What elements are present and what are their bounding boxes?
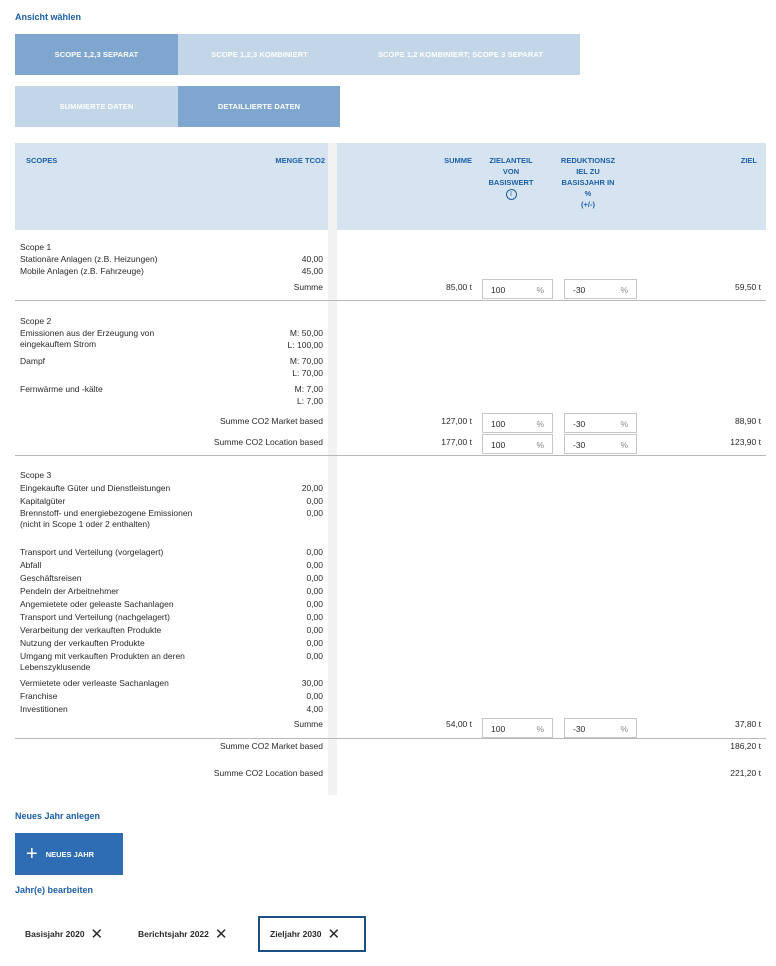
scope3-row-value: 0,00 bbox=[306, 586, 323, 596]
view-select-heading: Ansicht wählen bbox=[15, 12, 82, 22]
header-ziel: ZIEL bbox=[740, 156, 757, 165]
header-zielanteil: ZIELANTEIL VON BASISWERT I bbox=[488, 156, 534, 198]
scope2-location-ziel: 123,90 t bbox=[730, 437, 761, 447]
scope1-reduktion-input[interactable]: -30 % bbox=[564, 279, 637, 299]
scope3-row-value: 0,00 bbox=[306, 547, 323, 557]
scope3-row-label: Abfall bbox=[20, 560, 42, 570]
divider bbox=[15, 455, 766, 456]
scope1-row-value: 45,00 bbox=[301, 266, 323, 276]
chip-basisjahr[interactable]: Basisjahr 2020 ✕ bbox=[25, 926, 104, 943]
scope3-row-label: Kapitalgüter bbox=[20, 496, 66, 506]
scope3-row-value: 0,00 bbox=[306, 651, 323, 661]
new-year-button[interactable]: + NEUES JAHR bbox=[15, 833, 123, 875]
header-reduktion: REDUKTIONSZ IEL ZU BASISJAHR IN % (+/-) bbox=[560, 156, 616, 209]
column-gutter bbox=[328, 143, 337, 795]
scope2-location-sum: 177,00 t bbox=[441, 437, 472, 447]
chip-berichtsjahr[interactable]: Berichtsjahr 2022 ✕ bbox=[138, 926, 228, 943]
scope3-sum: 54,00 t bbox=[446, 719, 472, 729]
close-icon[interactable]: ✕ bbox=[214, 926, 228, 943]
scope2-row-market: M: 7,00 bbox=[294, 384, 323, 394]
scope3-reduktion-input[interactable]: -30 % bbox=[564, 718, 637, 738]
scope2-location-reduktion-input[interactable]: -30 % bbox=[564, 434, 637, 454]
scope1-ziel: 59,50 t bbox=[735, 282, 761, 292]
scope2-market-sum: 127,00 t bbox=[441, 416, 472, 426]
scope3-row-value: 0,00 bbox=[306, 560, 323, 570]
scope3-row-value: 4,00 bbox=[306, 704, 323, 714]
total-market-label: Summe CO2 Market based bbox=[220, 741, 323, 751]
total-location-ziel: 221,20 t bbox=[730, 768, 761, 778]
scope3-row-value: 0,00 bbox=[306, 599, 323, 609]
scope3-row-value: 0,00 bbox=[306, 573, 323, 583]
scope3-row-value: 0,00 bbox=[306, 496, 323, 506]
scope3-row-label: Verarbeitung der verkauften Produkte bbox=[20, 625, 162, 635]
scope3-ziel: 37,80 t bbox=[735, 719, 761, 729]
scope1-row-label: Mobile Anlagen (z.B. Fahrzeuge) bbox=[20, 266, 144, 276]
scope3-row-label: Vermietete oder verleaste Sachanlagen bbox=[20, 678, 169, 688]
tab-scope-12-kombiniert-3-separat[interactable]: SCOPE 1,2 KOMBINIERT; SCOPE 3 SEPARAT bbox=[341, 34, 580, 75]
scope-tabs bbox=[15, 34, 580, 75]
scope2-market-reduktion-input[interactable]: -30 % bbox=[564, 413, 637, 433]
scope2-row-label: Fernwärme und -kälte bbox=[20, 384, 103, 394]
close-icon[interactable]: ✕ bbox=[90, 926, 104, 943]
chip-zieljahr[interactable]: Zieljahr 2030 ✕ bbox=[258, 916, 366, 952]
new-year-heading: Neues Jahr anlegen bbox=[15, 811, 101, 821]
header-summe: SUMME bbox=[444, 156, 472, 165]
scope3-row-value: 0,00 bbox=[306, 691, 323, 701]
scope2-row-market: M: 70,00 bbox=[289, 356, 323, 366]
scope2-row-label: Emissionen aus der Erzeugung von eingekauftem Strom bbox=[20, 328, 155, 349]
scope3-row-label: Brennstoff- und energiebezogene Emissionen (nicht in Scope 1 oder 2 enthalten) bbox=[20, 508, 193, 529]
scope3-row-label: Pendeln der Arbeitnehmer bbox=[20, 586, 119, 596]
total-location-label: Summe CO2 Location based bbox=[213, 768, 323, 778]
scope2-market-zielanteil-input[interactable]: 100 % bbox=[482, 413, 553, 433]
close-icon[interactable]: ✕ bbox=[327, 926, 341, 943]
scope3-row-label: Investitionen bbox=[20, 704, 68, 714]
scope3-zielanteil-input[interactable]: 100 % bbox=[482, 718, 553, 738]
data-tabs bbox=[15, 86, 340, 127]
scope1-zielanteil-input[interactable]: 100 % bbox=[482, 279, 553, 299]
scope3-row-value: 20,00 bbox=[301, 483, 323, 493]
info-icon[interactable]: I bbox=[506, 189, 517, 200]
scope2-row-location: L: 70,00 bbox=[292, 368, 323, 378]
divider bbox=[15, 300, 766, 301]
plus-icon: + bbox=[26, 843, 38, 865]
scope3-row-label: Eingekaufte Güter und Dienstleistungen bbox=[20, 483, 171, 493]
tab-detaillierte-daten[interactable]: DETAILLIERTE DATEN bbox=[178, 86, 340, 127]
scope3-row-label: Franchise bbox=[20, 691, 58, 701]
scope3-row-label: Geschäftsreisen bbox=[20, 573, 82, 583]
divider bbox=[15, 738, 766, 739]
scope3-row-label: Transport und Verteilung (vorgelagert) bbox=[20, 547, 164, 557]
edit-years-heading: Jahr(e) bearbeiten bbox=[15, 885, 94, 895]
scope2-market-label: Summe CO2 Market based bbox=[220, 416, 323, 426]
scope2-row-location: L: 7,00 bbox=[297, 396, 323, 406]
scope3-sum-label: Summe bbox=[293, 719, 323, 729]
tab-summierte-daten[interactable]: SUMMIERTE DATEN bbox=[15, 86, 178, 127]
table-header bbox=[15, 143, 766, 230]
scope1-row-label: Stationäre Anlagen (z.B. Heizungen) bbox=[20, 254, 158, 264]
scope3-row-value: 0,00 bbox=[306, 508, 323, 518]
scope2-title: Scope 2 bbox=[20, 316, 52, 326]
scope2-row-label: Dampf bbox=[20, 356, 46, 366]
scope1-sum-label: Summe bbox=[293, 282, 323, 292]
scope1-title: Scope 1 bbox=[20, 242, 52, 252]
scope3-row-label: Umgang mit verkauften Produkten an deren Lebenszyklusende bbox=[20, 651, 185, 672]
scope1-row-value: 40,00 bbox=[301, 254, 323, 264]
scope2-market-ziel: 88,90 t bbox=[735, 416, 761, 426]
scope2-row-market: M: 50,00 bbox=[289, 328, 323, 338]
header-scopes: SCOPES bbox=[26, 156, 58, 165]
scope3-row-value: 30,00 bbox=[301, 678, 323, 688]
scope2-location-label: Summe CO2 Location based bbox=[213, 437, 323, 447]
scope3-row-value: 0,00 bbox=[306, 638, 323, 648]
scope3-row-value: 0,00 bbox=[306, 612, 323, 622]
tab-scope-kombiniert[interactable]: SCOPE 1,2,3 KOMBINIERT bbox=[178, 34, 341, 75]
scope3-row-value: 0,00 bbox=[306, 625, 323, 635]
scope3-row-label: Angemietete oder geleaste Sachanlagen bbox=[20, 599, 174, 609]
tab-scope-separat[interactable]: SCOPE 1,2,3 SEPARAT bbox=[15, 34, 178, 75]
scope2-row-location: L: 100,00 bbox=[287, 340, 323, 350]
scope1-sum: 85,00 t bbox=[446, 282, 472, 292]
scope3-title: Scope 3 bbox=[20, 470, 52, 480]
scope3-row-label: Transport und Verteilung (nachgelagert) bbox=[20, 612, 170, 622]
header-menge: MENGE TCO2 bbox=[275, 156, 325, 165]
scope2-location-zielanteil-input[interactable]: 100 % bbox=[482, 434, 553, 454]
total-market-ziel: 186,20 t bbox=[730, 741, 761, 751]
scope3-row-label: Nutzung der verkauften Produkte bbox=[20, 638, 145, 648]
